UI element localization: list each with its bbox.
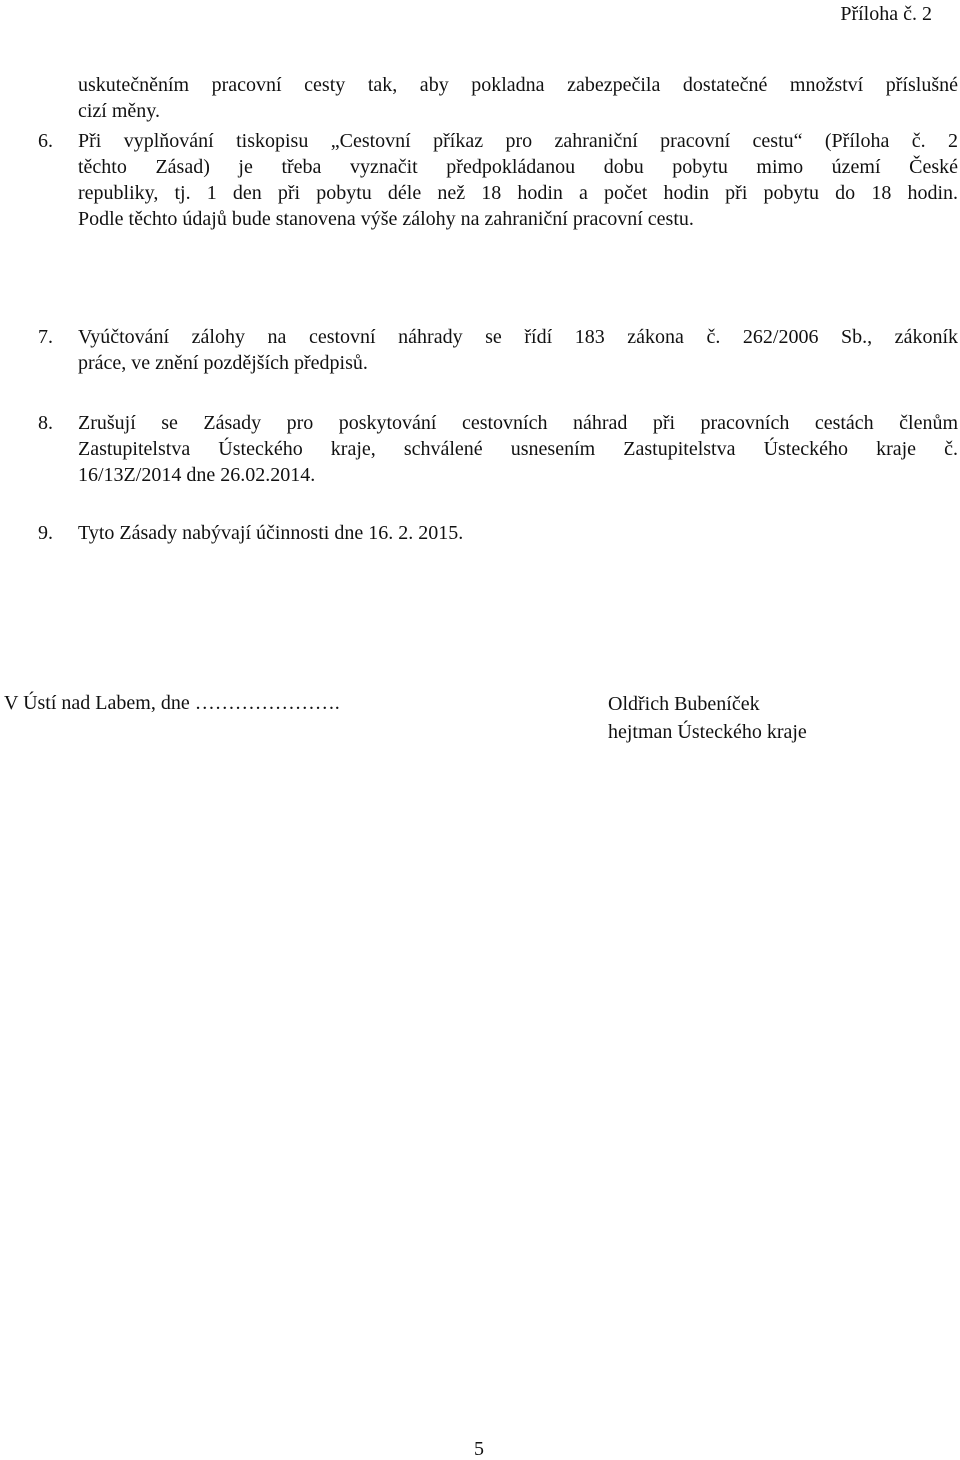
text-line: republiky, tj. 1 den při pobytu déle než 18 hodin a počet hodin při pobytu do 18 hodin.: [78, 182, 958, 204]
attachment-label: Příloha č. 2: [840, 3, 932, 25]
text-line: 16/13Z/2014 dne 26.02.2014.: [78, 464, 316, 486]
list-item-8: [38, 410, 958, 488]
text-line: Zrušují se Zásady pro poskytování cestovních náhrad při pracovních cestách členům: [78, 412, 958, 434]
text-line: Vyúčtování zálohy na cestovní náhrady se řídí 183 zákona č. 262/2006 Sb., zákoník: [78, 326, 958, 348]
text-line: uskutečněním pracovní cesty tak, aby pokladna zabezpečila dostatečné množství příslušné: [78, 74, 958, 96]
text-line: těchto Zásad) je třeba vyznačit předpokládanou dobu pobytu mimo území České: [78, 156, 958, 178]
item-number: 8.: [38, 412, 53, 434]
text-line: Podle těchto údajů bude stanovena výše zálohy na zahraniční pracovní cestu.: [78, 208, 694, 230]
signatory-name: Oldřich Bubeníček: [608, 693, 760, 715]
item-number: 6.: [38, 130, 53, 152]
list-item-6: [38, 128, 958, 232]
signature-place-date: V Ústí nad Labem, dne ………………….: [4, 692, 340, 714]
text-line: Tyto Zásady nabývají účinnosti dne 16. 2. 2015.: [78, 522, 464, 544]
continuation-paragraph: [78, 72, 958, 124]
text-line: cizí měny.: [78, 100, 161, 122]
item-number: 9.: [38, 522, 53, 544]
text-line: práce, ve znění pozdějších předpisů.: [78, 352, 368, 374]
list-item-7: [38, 324, 958, 376]
item-number: 7.: [38, 326, 53, 348]
text-line: Zastupitelstva Ústeckého kraje, schválené usnesením Zastupitelstva Ústeckého kraje č.: [78, 438, 958, 460]
list-item-9: [38, 520, 958, 546]
page-number: 5: [474, 1438, 484, 1460]
text-line: Při vyplňování tiskopisu „Cestovní příkaz pro zahraniční pracovní cestu“ (Příloha č. 2: [78, 130, 958, 152]
signature-block: [608, 690, 807, 746]
signatory-title: hejtman Ústeckého kraje: [608, 721, 807, 743]
